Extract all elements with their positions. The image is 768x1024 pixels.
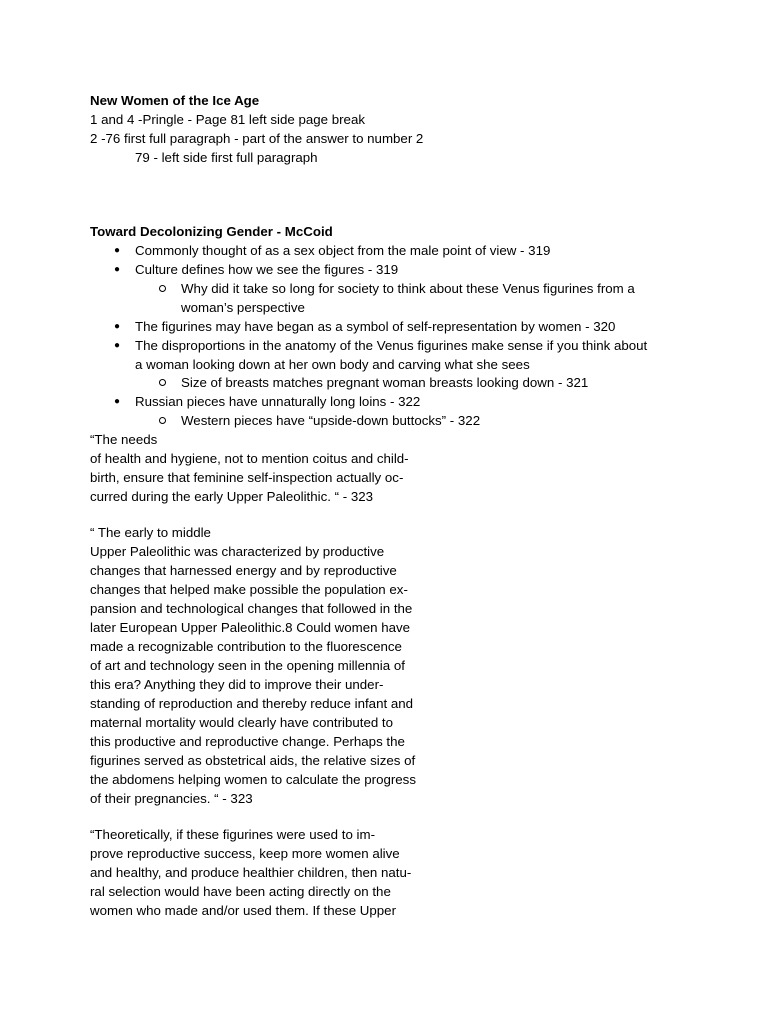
quote-line: later European Upper Paleolithic.8 Could women have [90, 620, 411, 635]
bullet-item: Culture defines how we see the figures - 319 [135, 262, 399, 277]
bullet-circle-icon [159, 379, 166, 386]
sub-bullet-item-continuation: woman’s perspective [181, 300, 305, 315]
section-title-new-women: New Women of the Ice Age [90, 93, 260, 108]
note-line: 2 -76 first full paragraph - part of the answer to number 2 [90, 131, 424, 146]
quote-line: standing of reproduction and thereby reduce infant and [90, 696, 414, 711]
note-line: 1 and 4 -Pringle - Page 81 left side page break [90, 112, 365, 127]
quote-line: made a recognizable contribution to the fluorescence [90, 639, 402, 654]
quote-line: “The needs [90, 432, 158, 447]
quote-line: maternal mortality would clearly have contributed to [90, 715, 394, 730]
quote-line: Upper Paleolithic was characterized by productive [90, 544, 385, 559]
bullet-dot-icon: ● [114, 264, 121, 275]
quote-line: of art and technology seen in the opening millennia of [90, 658, 405, 673]
quote-line: of health and hygiene, not to mention coitus and child- [90, 451, 409, 466]
bullet-circle-icon [159, 285, 166, 292]
quote-line: changes that helped make possible the population ex- [90, 582, 408, 597]
quote-line: curred during the early Upper Paleolithic. “ - 323 [90, 489, 374, 504]
bullet-item: Russian pieces have unnaturally long loins - 322 [135, 394, 421, 409]
bullet-dot-icon: ● [114, 245, 121, 256]
section-title-decolonizing-gender: Toward Decolonizing Gender - McCoid [90, 224, 333, 239]
quote-line: “ The early to middle [90, 525, 211, 540]
quote-line: of their pregnancies. “ - 323 [90, 791, 253, 806]
quote-line: “Theoretically, if these figurines were used to im- [90, 827, 376, 842]
quote-line: and healthy, and produce healthier children, then natu- [90, 865, 412, 880]
sub-bullet-item: Western pieces have “upside-down buttocks” - 322 [181, 413, 481, 428]
quote-line: the abdomens helping women to calculate the progress [90, 772, 416, 787]
quote-line: this productive and reproductive change. Perhaps the [90, 734, 405, 749]
bullet-item-continuation: a woman looking down at her own body and carving what she sees [135, 357, 530, 372]
quote-line: pansion and technological changes that followed in the [90, 601, 413, 616]
quote-line: changes that harnessed energy and by reproductive [90, 563, 397, 578]
sub-bullet-item: Why did it take so long for society to think about these Venus figurines from a [181, 281, 635, 296]
bullet-item: The disproportions in the anatomy of the Venus figurines make sense if you think about [135, 338, 648, 353]
quote-line: this era? Anything they did to improve their under- [90, 677, 384, 692]
quote-line: birth, ensure that feminine self-inspection actually oc- [90, 470, 404, 485]
bullet-circle-icon [159, 417, 166, 424]
bullet-dot-icon: ● [114, 340, 121, 351]
bullet-item: Commonly thought of as a sex object from the male point of view - 319 [135, 243, 551, 258]
bullet-item: The figurines may have began as a symbol of self-representation by women - 320 [135, 319, 616, 334]
sub-bullet-item: Size of breasts matches pregnant woman breasts looking down - 321 [181, 375, 589, 390]
bullet-dot-icon: ● [114, 321, 121, 332]
quote-line: prove reproductive success, keep more women alive [90, 846, 400, 861]
quote-line: women who made and/or used them. If these Upper [90, 903, 396, 918]
bullet-dot-icon: ● [114, 396, 121, 407]
quote-line: figurines served as obstetrical aids, the relative sizes of [90, 753, 416, 768]
note-line-indented: 79 - left side first full paragraph [135, 150, 318, 165]
quote-line: ral selection would have been acting directly on the [90, 884, 391, 899]
